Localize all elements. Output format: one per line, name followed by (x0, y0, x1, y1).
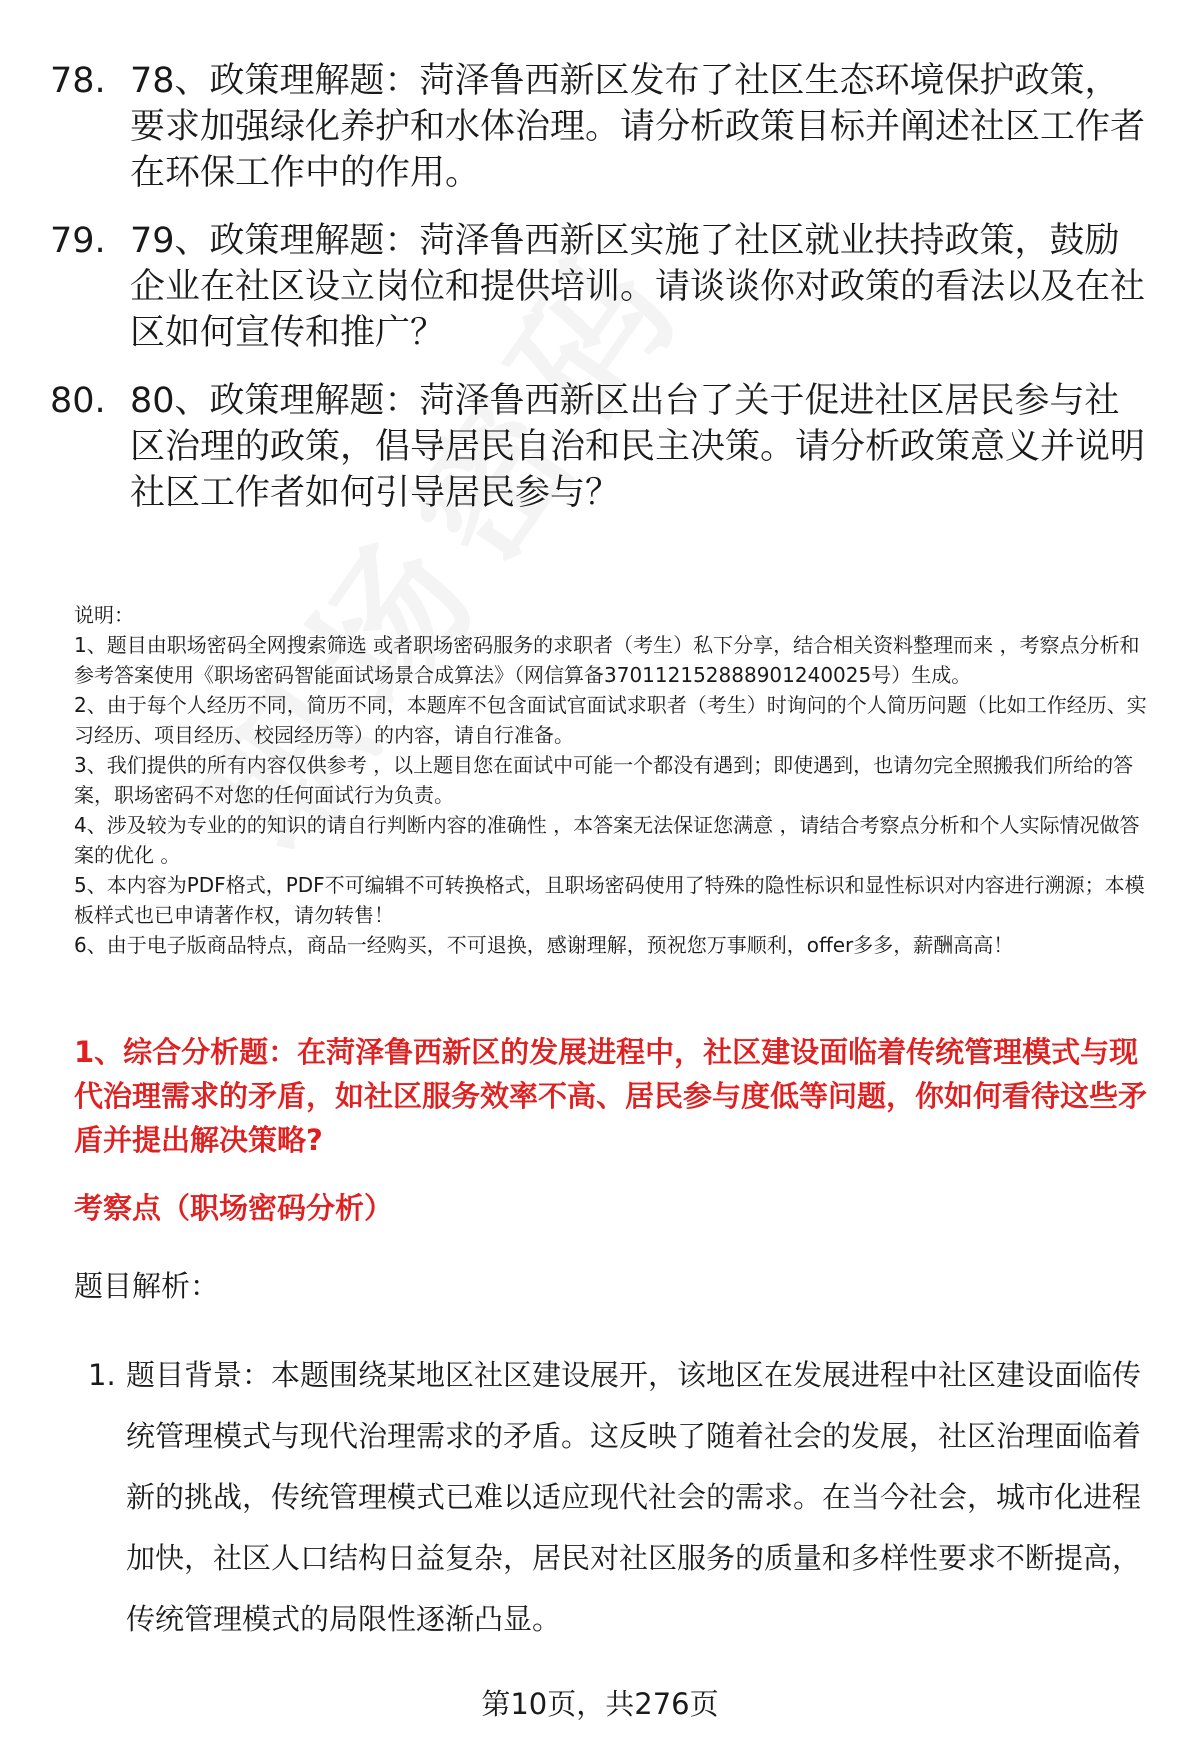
question-item (50, 58, 1150, 196)
question-text: 80、政策理解题：菏泽鲁西新区出台了关于促进社区居民参与社区治理的政策，倡导居民自治和民主决策。请分析政策意义并说明社区工作者如何引导居民参与？ (130, 381, 1146, 513)
question-text: 79、政策理解题：菏泽鲁西新区实施了社区就业扶持政策，鼓励企业在社区设立岗位和提供培训。请谈谈你对政策的看法以及在社区如何宣传和推广？ (130, 221, 1146, 353)
analysis-label: 题目解析： (74, 1269, 220, 1303)
analysis-text: 题目背景：本题围绕某地区社区建设展开，该地区在发展进程中社区建设面临传统管理模式与现代治理需求的矛盾。这反映了随着社会的发展，社区治理面临着新的挑战，传统管理模式已难以适应现代社会的需求。在当今社会，城市化进程加快，社区人口结构日益复杂，居民对社区服务的质量和多样性要求不断提高，传统管理模式的局限性逐渐凸显。 (126, 1358, 1142, 1636)
question-item (50, 378, 1150, 516)
note-item: 4、涉及较为专业的的知识的请自行判断内容的准确性 ，本答案无法保证您满意 ，请结合考察点分析和个人实际情况做答案的优化 。 (74, 813, 1140, 867)
question-number: 79. (50, 221, 106, 261)
question-item (50, 218, 1150, 356)
page-footer: 第10页，共276页 (481, 1687, 719, 1721)
note-item: 5、本内容为PDF格式，PDF不可编辑不可转换格式，且职场密码使用了特殊的隐性标识和显性标识对内容进行溯源；本模板样式也已申请著作权，请勿转售！ (74, 873, 1145, 927)
note-item: 2、由于每个人经历不同，简历不同，本题库不包含面试官面试求职者（考生）时询问的个人简历问题（比如工作经历、实习经历、项目经历、校园经历等）的内容，请自行准备。 (74, 693, 1147, 747)
note-item: 1、题目由职场密码全网搜索筛选 或者职场密码服务的求职者（考生）私下分享，结合相关资料整理而来 ，考察点分析和参考答案使用《职场密码智能面试场景合成算法》（网信算备370112152888901240025号）生成。 (74, 633, 1140, 687)
question-text: 78、政策理解题：菏泽鲁西新区发布了社区生态环境保护政策，要求加强绿化养护和水体治理。请分析政策目标并阐述社区工作者在环保工作中的作用。 (130, 61, 1146, 193)
main-question-heading: 1、综合分析题：在菏泽鲁西新区的发展进程中，社区建设面临着传统管理模式与现代治理需求的矛盾，如社区服务效率不高、居民参与度低等问题，你如何看待这些矛盾并提出解决策略? (74, 1035, 1148, 1157)
analysis-item (88, 1345, 1148, 1650)
analysis-number: 1. (88, 1358, 116, 1392)
note-item: 3、我们提供的所有内容仅供参考 ，以上题目您在面试中可能一个都没有遇到；即使遇到，也请勿完全照搬我们所给的答案，职场密码不对您的任何面试行为负责。 (74, 753, 1134, 807)
question-list (50, 58, 1150, 538)
question-number: 80. (50, 381, 106, 421)
notes-title: 说明： (74, 603, 134, 627)
notes-section (74, 600, 1154, 960)
exam-point-heading: 考察点（职场密码分析） (74, 1191, 394, 1225)
question-number: 78. (50, 61, 106, 101)
note-item: 6、由于电子版商品特点，商品一经购买，不可退换，感谢理解，预祝您万事顺利，offer多多，薪酬高高！ (74, 933, 1014, 957)
